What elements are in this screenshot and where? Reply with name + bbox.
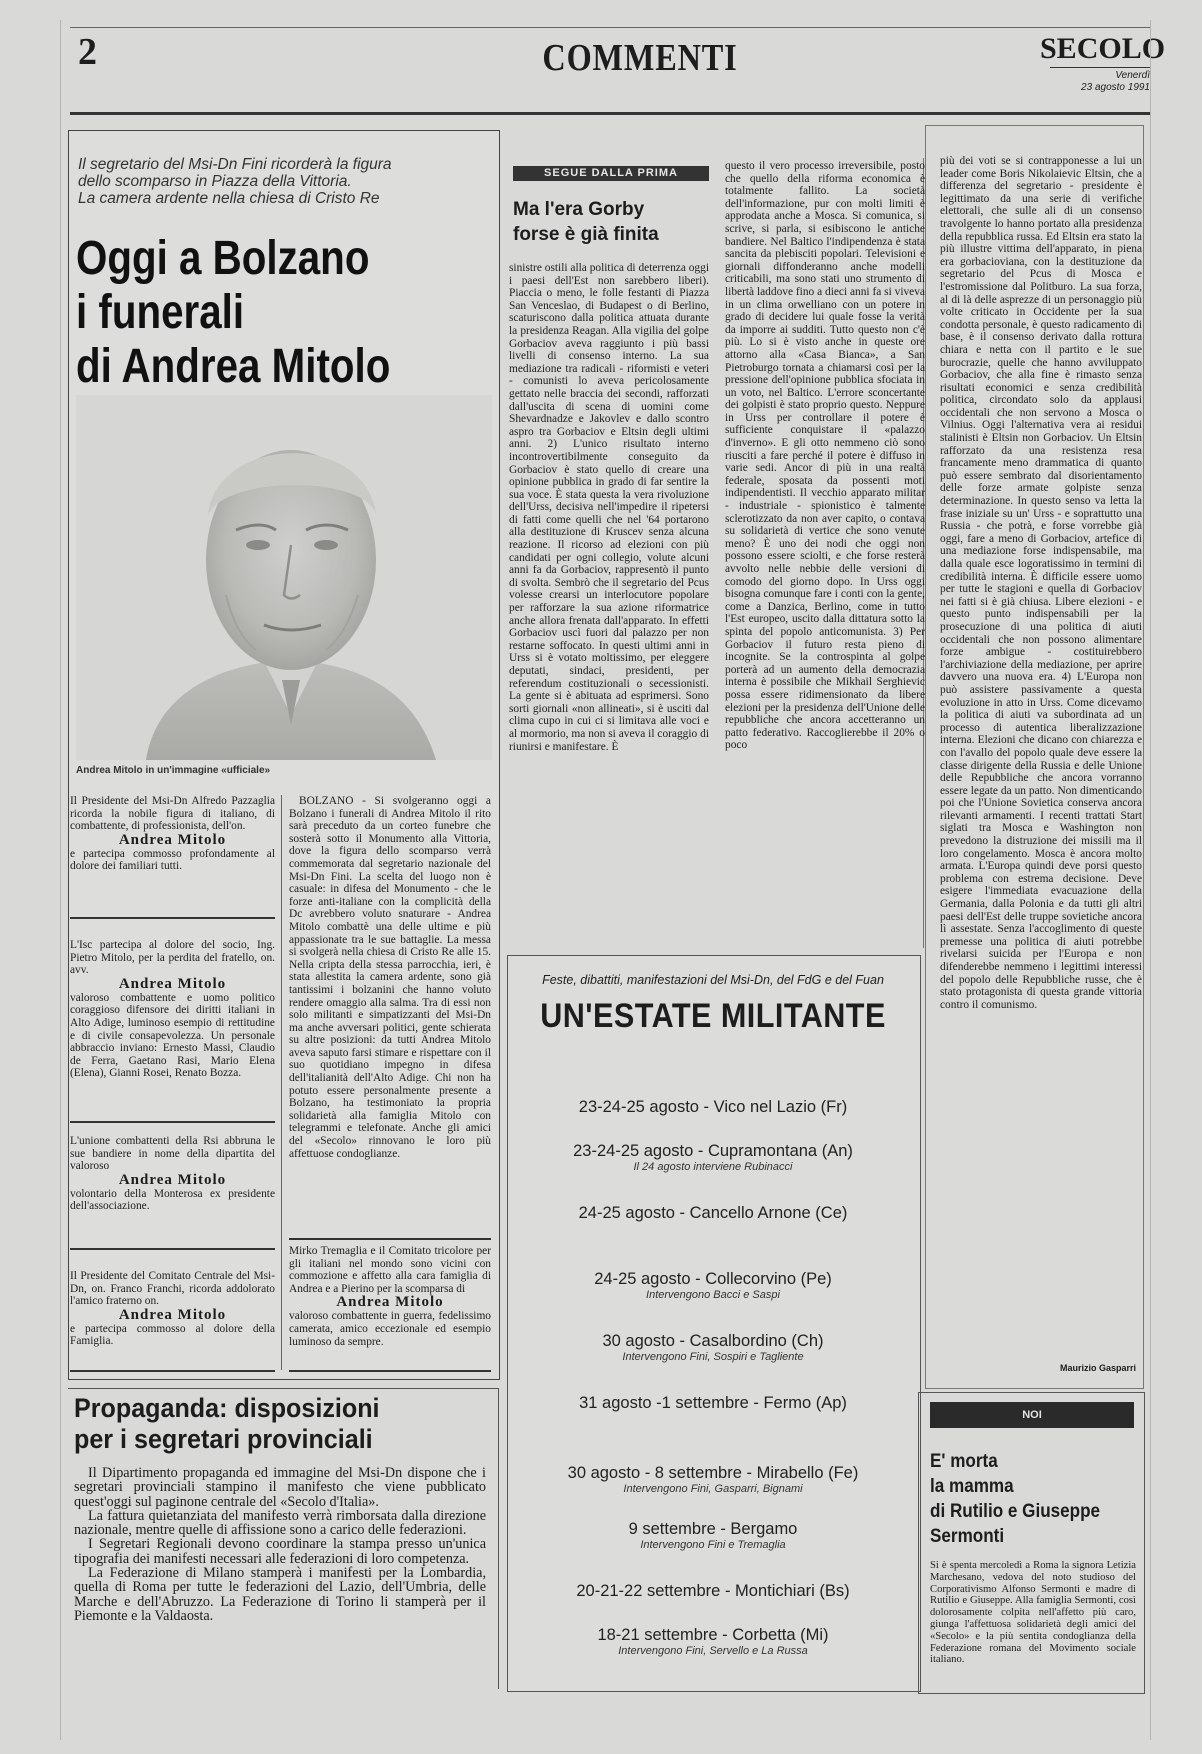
headline-line: i funerali — [76, 286, 245, 339]
event-date: 20-21-22 settembre - Montichiari (Bs) — [576, 1582, 850, 1600]
tremaglia-notice — [289, 1245, 491, 1360]
obituary-divider — [70, 917, 275, 919]
obituary-text: L'Isc partecipa al dolore del socio, Ing. Pietro Mitolo, per la perdita del fratello, on. avv. — [70, 939, 275, 977]
event-date: 9 settembre - Bergamo — [628, 1520, 798, 1538]
obituary-divider — [70, 1121, 275, 1123]
section-title: COMMENTI — [542, 37, 738, 79]
event-item — [510, 1270, 916, 1332]
headline-line: Sermonti — [930, 1526, 1005, 1547]
bolzano-body-column — [289, 795, 491, 1235]
obituary-text: e partecipa commosso al dolore della Famiglia. — [70, 1322, 275, 1348]
noi-body-wrap — [930, 1560, 1136, 1685]
paper-name: SECOLO — [1040, 32, 1166, 65]
bolzano-headline — [76, 232, 429, 394]
headline-line: E' morta — [930, 1451, 998, 1472]
obituary-bottom-rule — [70, 1370, 275, 1372]
portrait-photo — [76, 395, 492, 760]
article-text: più dei voti se si contrapponesse a lui un leader come Boris Nikolaievic Eltsin, che a differenza del segretario - presidente è legittimato da una serie di verifiche elettorali, che sulle ali di un consenso travolgente lo hanno portato alla presidenza della repubblica russa. Ed Eltsin era stato la più illustre vittima dell'apparato, in piena era gorbacioviana, con la destituzione da segretario del Pcus di Mosca e l'estromissione dal Politburo. La sua forza, al di là delle asprezze di un personaggio più volte criticato in Occidente per la sua condotta personale, è questo radicamento di base, è il consenso derivato dalla rottura chiara e netta con il partito e le sue burocrazie, quelle che hanno avviluppato Gorbaciov, che alla fine è rimasto senza risultati economici e senza credibilità politica, circondato solo da applausi occidentali che non servono a Mosca o Vilnius. Oggi l'alternativa vera ai residui stalinisti è Eltsin non Gorbaciov. Un Eltsin rafforzato da una resistenza resa francamente meno drammatica di quanto può essere sembrato dal disorientamento delle forze armate golpiste senza determinazione. In questo senso va letta la frase iniziale su un' Urss - e soprattutto una Russia - che potrà, e forse vorrebbe già oggi, fare a meno di Gorbaciov, artefice di una mediazione forse indispensabile, ma dalla quale esce logoratissimo in termini di credibilità interna. È difficile essere uomo per tutte le stagioni e quella di Gorbaciov nei fatti si è già chiusa. Libere elezioni - e questo punto indispensabili per la prosecuzione di una politica di aiuti occidentali che non possono alimentare forze ambigue - costituirebbero l'archiviazione della mediazione, per aprire davvero una nuova era. 4) L'Europa non può assistere passivamente a questa evoluzione in atto in Urss. Come dicevamo la politica di aiuti va subordinata ad un processo di autentica liberalizzazione interna. Elezioni che dicano con chiarezza e con l'avallo del popolo quale deve essere la classe dirigente della Russia e delle Unione delle Repubbliche che ancora vorranno essere legate da un patto. Non dimenticando poi che l'Unione Sovietica conserva ancora rilevanti armamenti. I recenti trattati Start siglati tra Mosca e Washington non prevedono la distruzione dei missili ma il loro congelamento. Mosca è ancora molto armata. L'Europa quindi deve porsi questo problema con estrema decisione. Deve esigere l'immediata evacuazione della Germania, dalla Polonia e da tutti gli altri paesi dell'Est delle truppe sovietiche ancora lì assestate. Senza l'accoglimento di queste premesse una politica di aiuti potrebbe rivelarsi suicida per l'Europa e non difenderebbe nemmeno i legittimi interessi del popolo delle Repubbliche russe, che è stato protagonista di questa grande vittoria contro il comunismo. — [940, 155, 1142, 1011]
noi-body: Si è spenta mercoledì a Roma la signora Letizia Marchesano, vedova del noto studioso del Corporativismo Alfonso Sermonti e madre di Rutilio e Giuseppe. Alla famiglia Sermonti, così dolorosamente colpita nell'affetto più caro, giunga l'affettuosa solidarietà degli amici del «Secolo» e la più sentita condoglianza della Federazione romana del Movimento sociale italiano. — [930, 1560, 1136, 1666]
masthead-bottom-rule — [70, 112, 1150, 115]
paragraph: I Segretari Regionali devono coordinare la stampa presso un'unica tipografia dei manifesti necessari alle federazioni di loro competenza. — [74, 1536, 486, 1567]
event-item — [510, 1520, 916, 1582]
obituaries-left — [70, 795, 275, 1360]
notice-bottom-rule — [289, 1370, 491, 1372]
noi-headline — [930, 1449, 1119, 1549]
portrait-illustration — [76, 395, 492, 760]
kicker-line: dello scomparso in Piazza della Vittoria. — [78, 173, 352, 190]
event-item — [510, 1098, 916, 1142]
event-date: 23-24-25 agosto - Vico nel Lazio (Fr) — [578, 1098, 848, 1116]
obituary-name: Andrea Mitolo — [336, 1294, 444, 1311]
event-date: 24-25 agosto - Cancello Arnone (Ce) — [578, 1204, 848, 1222]
obituary-text: Il Presidente del Comitato Centrale del Msi-Dn, on. Franco Franchi, ricorda addolorato l'amico fraterno on. — [70, 1270, 275, 1308]
masthead — [70, 22, 1166, 93]
obituary-notice — [70, 939, 275, 1111]
obituary-text: valoroso combattente e uomo politico coraggioso difensore dei diritti italiani in Alto Adige, luminoso esempio di rettitudine e di civile consapevolezza. Un personale abbraccio inviano: Ernesto Massi, Claudio de Ferra, Gaetano Rasi, Mario Elena (Elena), Gianni Rosei, Renato Bozza. — [70, 991, 275, 1080]
obituary-name: Andrea Mitolo — [118, 975, 227, 992]
event-item — [510, 1204, 916, 1270]
noi-label: NOI — [930, 1402, 1134, 1428]
column-separator — [281, 795, 282, 1370]
gorby-col1 — [509, 262, 709, 950]
headline-line: per i segretari provinciali — [74, 1424, 373, 1454]
headline-line: di Rutilio e Giuseppe — [930, 1501, 1101, 1522]
event-item — [510, 1582, 916, 1626]
article-text: questo il vero processo irreversibile, posto che quello della riforma economica è totalmente fallito. La società dell'informazione, pur con molti limiti è approdata anche a Mosca. Si comunica, si scrive, si parla, si esibiscono le antiche bandiere. Nel Baltico l'indipendenza è stata sancita da plebisciti popolari. Televisioni e giornali diffonderanno anche modelli criticabili, ma sono stati uno strumento di libertà laddove fino a dieci anni fa si viveva in un clima orwelliano con un potere in grado di decidere lui quale fosse la verità da imporre ai sudditi. Tutto questo non c'è più. Lo si è visto anche in queste ore attorno alla «Casa Bianca», a San Pietroburgo tornata a chiamarsi così per la pressione dell'opinione pubblica sfociata in un voto, nel Baltico. L'errore sconcertante dei golpisti è stato proprio questo. Neppure in Urss per controllare il potere è sufficiente conquistare il «palazzo d'inverno». E gli otto nemmeno ciò sono riusciti a fare perché il potere è diffuso in varie sedi. Ancor di più in una realtà federale, sposata da possenti moti indipendentisti. Il vecchio apparato militar - industriale - spionistico è talmente sclerotizzato da non aver capito, o contava su solidarietà di vertice che sono venute meno? È uno dei nodi che oggi non possono essere sciolti, e che forse resterà avvolto nelle nebbie delle versioni di comodo del giorno dopo. In Urss oggi bisogna comunque fare i conti con la gente, come a Danzica, Berlino, come in tutto l'Est europeo, uscito dalla dittatura sotto la spinta del popolo anticomunista. 3) Per Gorbaciov il futuro resta pieno di incognite. Se la controspinta al golpe porterà ad un aumento della democrazia interna è possibile che Mikhail Serghievic possa essere ridimensionato da libere elezioni per la presidenza dell'Unione delle repubbliche che ancora accetteranno un patto federativo. Raccoglierebbe il 20% o poco — [725, 160, 925, 752]
event-item — [510, 1464, 916, 1520]
event-speakers: Intervengono Fini, Sospiri e Tagliente — [622, 1351, 804, 1363]
obituary-text: Il Presidente del Msi-Dn Alfredo Pazzaglia ricorda la nobile figura di italiano, di combattente, di professionista, dell'on. — [70, 795, 275, 833]
gorby-headline — [513, 197, 713, 247]
gorby-col3 — [940, 155, 1142, 1350]
obituary-notice — [70, 795, 275, 899]
obituary-name: Andrea Mitolo — [118, 1306, 227, 1323]
article-text: sinistre ostili alla politica di deterrenza oggi i paesi dell'Est non sarebbero liberi). Piaccia o meno, le folle festanti di Piazza San Venceslao, di Budapest o di Berlino, scaturiscono dalla politica attuata durante la presidenza Reagan. Alla vigilia del golpe Gorbaciov aveva raggiunto i più bassi livelli di consenso interno. La sua mediazione tra radicali - riformisti e veteri - comunisti lo aveva pericolosamente gettato nelle braccia dei secondi, rafforzati dall'uscita di scena di uomini come Shevardnadze e Jakovlev e dallo scontro aspro tra Gorbaciov e Eltsin degli ultimi anni. 2) L'unico risultato interno incontrovertibilmente conseguito da Gorbaciov è stato quello di creare una opinione pubblica in grado di far sentire la sua voce. È stata questa la vera rivoluzione dell'Urss, decisiva nell'impedire il ripetersi di fatti come quelli che nel '64 portarono alla destituzione di Kruscev senza alcuna reazione. Il ricorso ad elezioni con più candidati per ogni collegio, volute alcuni anni fa da Gorbaciov, rappresentò il punto di svolta. Sembrò che il segretario del Pcus volesse crearsi un interlocutore popolare per rafforzare la sua azione riformatrice anche allora frenata dall'apparato. In effetti Gorbaciov uscì fuori dal palazzo per non restarne soffocato. In questi ultimi anni in Urss si è votato moltissimo, per eleggere deputati, sindaci, presidenti, per referendum costituzionali o secessionisti. La gente si è abituata ad esprimersi. Sono sorti giornali «non allineati», si è usciti dal clima cupo in cui ci si limitava alle voci e al mormorio, ma non si aveva il coraggio di riunirsi e manifestare. È — [509, 262, 709, 753]
segue-label: SEGUE DALLA PRIMA — [513, 166, 709, 181]
body-divider — [289, 1238, 491, 1240]
headline-line: Ma l'era Gorby — [513, 199, 645, 220]
paper-name-rule — [1050, 67, 1150, 68]
event-date: 30 agosto - Casalbordino (Ch) — [602, 1332, 824, 1350]
page-number: 2 — [78, 31, 97, 73]
event-item — [510, 1142, 916, 1204]
obituary-divider — [70, 1248, 275, 1250]
issue-day: Venerdì — [1115, 70, 1150, 81]
estate-title: UN'ESTATE MILITANTE — [540, 997, 886, 1035]
event-speakers: Intervengono Fini, Gasparri, Bignami — [623, 1483, 803, 1495]
propaganda-body — [74, 1466, 486, 1623]
estate-subtitle: Feste, dibattiti, manifestazioni del Msi-Dn, del FdG e del Fuan — [542, 973, 884, 987]
obituary-text: L'unione combattenti della Rsi abbruna le sue bandiere in nome della dipartita del valoroso — [70, 1135, 275, 1173]
masthead-top-rule — [70, 27, 1150, 28]
headline-line: di Andrea Mitolo — [76, 340, 391, 393]
page-margin-left — [60, 20, 61, 1740]
event-date: 23-24-25 agosto - Cupramontana (An) — [573, 1142, 853, 1160]
headline-line: forse è già finita — [513, 224, 659, 245]
obituary-name: Andrea Mitolo — [118, 831, 227, 848]
event-speakers: Intervengono Bacci e Saspi — [646, 1289, 780, 1301]
event-date: 31 agosto -1 settembre - Fermo (Ap) — [579, 1394, 847, 1412]
obituary-text: volontario della Monterosa ex presidente dell'associazione. — [70, 1187, 275, 1213]
event-date: 24-25 agosto - Collecorvino (Pe) — [594, 1270, 832, 1288]
estate-events — [510, 1098, 916, 1666]
headline-line: Oggi a Bolzano — [76, 232, 370, 285]
bolzano-body: BOLZANO - Si svolgeranno oggi a Bolzano i funerali di Andrea Mitolo il rito sarà preceduto da un corteo funebre che sosterà sotto il Monumento alla Vittoria, dove la figura dello scomparso verrà commemorata dal segretario nazionale del Msi-Dn Fini. La scelta del luogo non è casuale: in difesa del Monumento - che le forze anti-italiane con la complicità della Dc avrebbero voluto snaturare - Andrea Mitolo combattè una delle ultime e più appassionate tra le sue battaglie. La messa si svolgerà nella chiesa di Cristo Re alle 15. Nella cripta della stessa parrocchia, ieri, è stata allestita la camera ardente, sono già tantissimi i bolzanini che hanno voluto rendere omaggio alla salma. Tra di essi non solo militanti e simpatizzanti del Msi-Dn ma anche avversari politici, gente schierata su altre posizioni: da tutti Andrea Mitolo aveva saputo farsi stimare e rispettare con il suo quotidiano impegno in difesa dell'italianità dell'Alto Adige. Chi non ha potuto essere personalmente presente a Bolzano, ha testimoniato la propria solidarietà alla famiglia Mitolo con telegrammi e telefonate. Anche gli amici del «Secolo» rinnovano le loro più affettuose condoglianze. — [289, 795, 491, 1160]
event-date: 30 agosto - 8 settembre - Mirabello (Fe) — [567, 1464, 859, 1482]
kicker-line: Il segretario del Msi-Dn Fini ricorderà la figura — [78, 156, 392, 173]
issue-date: 23 agosto 1991 — [1081, 82, 1150, 93]
bolzano-kicker — [78, 156, 488, 207]
obituary-text: Mirko Tremaglia e il Comitato tricolore per gli italiani nel mondo sono vicini con commozione e affetto alla cara famiglia di Andrea e a Pierino per la scomparsa di — [289, 1245, 491, 1295]
gorby-author: Maurizio Gasparri — [1059, 1363, 1136, 1373]
event-speakers: Intervengono Fini e Tremaglia — [640, 1539, 786, 1551]
event-speakers: Intervengono Fini, Servello e La Russa — [618, 1645, 808, 1657]
event-item — [510, 1626, 916, 1666]
event-date: 18-21 settembre - Corbetta (Mi) — [597, 1626, 829, 1644]
obituary-name: Andrea Mitolo — [118, 1171, 227, 1188]
obituary-text: e partecipa commosso profondamente al dolore dei familiari tutti. — [70, 847, 275, 873]
headline-line: la mamma — [930, 1476, 1014, 1497]
obituary-text: valoroso combattente in guerra, fedelissimo camerata, amico eccezionale ed esempio luminoso da sempre. — [289, 1310, 491, 1348]
paragraph: La Federazione di Milano stamperà i manifesti per la Lombardia, quella di Roma per tutte le federazioni del Lazio, dell'Umbria, delle Marche e dell'Abruzzo. La Federazione di Torino li stamperà per il Piemonte e la Valdaosta. — [74, 1565, 486, 1624]
event-speakers: Il 24 agosto interviene Rubinacci — [633, 1161, 793, 1173]
gorby-col2 — [725, 160, 925, 950]
photo-caption: Andrea Mitolo in un'immagine «ufficiale» — [76, 765, 271, 776]
obituary-notice — [70, 1270, 275, 1360]
page-margin-right — [1150, 20, 1151, 1740]
event-item — [510, 1332, 916, 1394]
paragraph: La fattura quietanziata del manifesto verrà rimborsata dalla direzione nazionale, mentre quelle di affissione sono a carico delle federazioni. — [74, 1507, 486, 1539]
paragraph: Il Dipartimento propaganda ed immagine del Msi-Dn dispone che i segretari provinciali stampino il manifesto che viene pubblicato quest'oggi sul paginone centrale del «Secolo d'Italia». — [74, 1465, 486, 1510]
event-item — [510, 1394, 916, 1464]
propaganda-headline — [74, 1393, 465, 1455]
headline-line: Propaganda: disposizioni — [74, 1393, 380, 1423]
kicker-line: La camera ardente nella chiesa di Cristo Re — [78, 190, 380, 207]
obituary-notice — [70, 1135, 275, 1230]
